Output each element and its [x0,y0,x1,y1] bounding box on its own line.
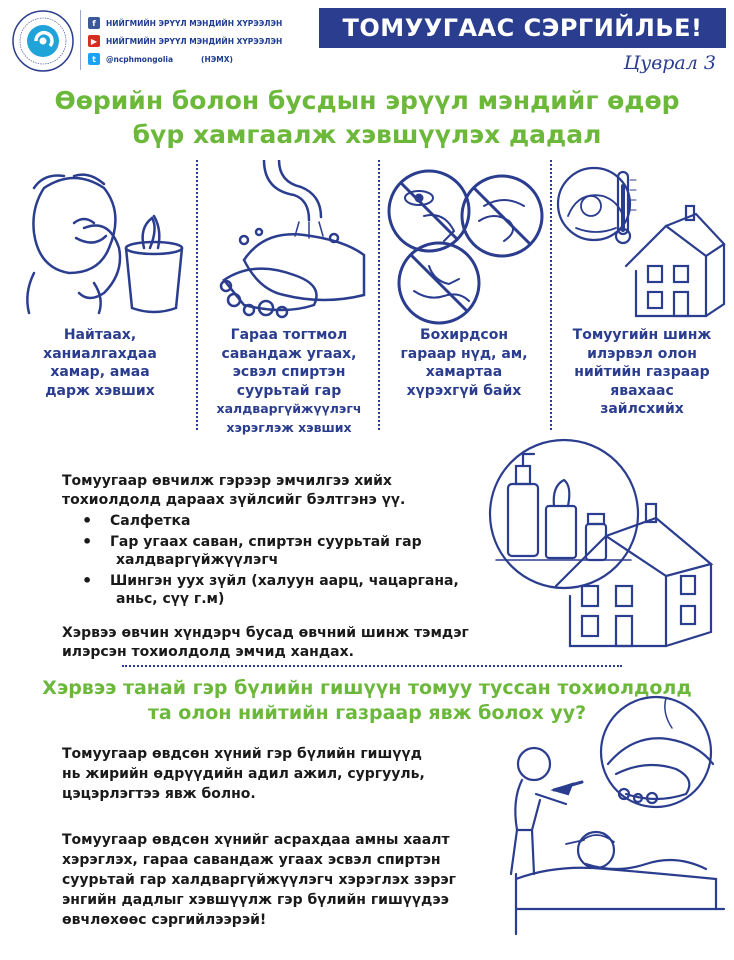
youtube-icon: ▶ [88,35,100,47]
practice-caption-cover-cough: Найтаах, ханиалгахдаа хамар, амаа дарж хэвших [43,327,157,399]
social-twitter-text: @ncphmongolia [106,54,174,64]
main-title-line1: Өөрийн болон бусдын эрүүл мэндийг өдөр [54,86,680,115]
supplies-note: Хэрвээ өвчин хүндэрч бусад өвчний шинж тэмдэг илэрсэн тохиолдолд эмчид хандах. [62,625,469,660]
social-youtube[interactable] [88,34,282,48]
social-facebook[interactable] [88,16,282,30]
series-label: Цуврал 3 [623,52,716,74]
list-item: • Шингэн уух зүйл (халуун аарц, чацаргана, аньс, сүү г.м) [82,572,502,609]
banner-title: ТОМУУГААС СЭРГИЙЛЬЕ! [319,8,726,48]
social-facebook-text: НИЙГМИЙН ЭРҮҮЛ МЭНДИЙН ХҮРЭЭЛЭН [106,18,283,28]
main-title-line2: бүр хамгаалж хэвшүүлэх дадал [132,120,602,149]
list-item: • Гар угаах саван, спиртэн суурьтай гар халдваргүйжүүлэгч [82,533,502,570]
supplies-house-illustration [486,436,722,652]
facebook-icon: f [88,17,100,29]
answer-paragraph-2: Томуугаар өвдсөн хүнийг асрахдаа амны хаалт хэрэглэх, гараа савандаж угаах эсвэл спиртэн суурьтай гар халдваргүйжүүлэгч хэрэглэх зэрэг энгийн дадлыг хэвшүүлж гэр бүлийн гишүүдээ өвчлөхөөс сэргийлээрэй! [62,832,456,928]
ncph-logo [12,10,74,72]
stay-home-illustration [556,166,728,326]
practice-caption-stay-home: Томуугийн шинж илэрвэл олон нийтийн газраар явахаас зайлсхийх [572,327,712,417]
twitter-icon: t [88,53,100,65]
no-touch-face-illustration [384,166,546,326]
handwashing-illustration [204,160,374,325]
supplies-list [82,512,502,611]
practice-caption-no-touch: Бохирдсон гараар нүд, ам, хамартаа хүрэхгүй байх [400,327,528,399]
caregiver-illustration [496,694,728,944]
social-twitter-extra: (НЭМХ) [201,54,233,64]
social-youtube-text: НИЙГМИЙН ЭРҮҮЛ МЭНДИЙН ХҮРЭЭЛЭН [106,36,283,46]
answer-paragraph-1: Томуугаар өвдсөн хүний гэр бүлийн гишүүд нь жирийн өдрүүдийн адил ажил, сургууль, цэцэрлэгтээ явж болно. [62,746,425,802]
sneeze-tissue-illustration [14,168,192,318]
section-divider [122,665,622,667]
question-heading: Хэрвээ танай гэр бүлийн гишүүн томуу туссан тохиолдолд та олон нийтийн газраар явж болох уу? [42,677,692,724]
practice-caption-wash-hands: Гараа тогтмол савандаж угаах, эсвэл спиртэн суурьтай гар халдваргүйжүүлэгч хэрэглэж хэвших [216,327,362,435]
list-item: • Салфетка [82,512,502,531]
supplies-intro: Томуугаар өвчилж гэрээр эмчилгээ хийх тохиолдолд дараах зүйлсийг бэлтгэнэ үү. [62,473,406,508]
main-title [0,84,734,152]
social-twitter[interactable] [88,52,233,66]
header-divider [80,10,81,70]
